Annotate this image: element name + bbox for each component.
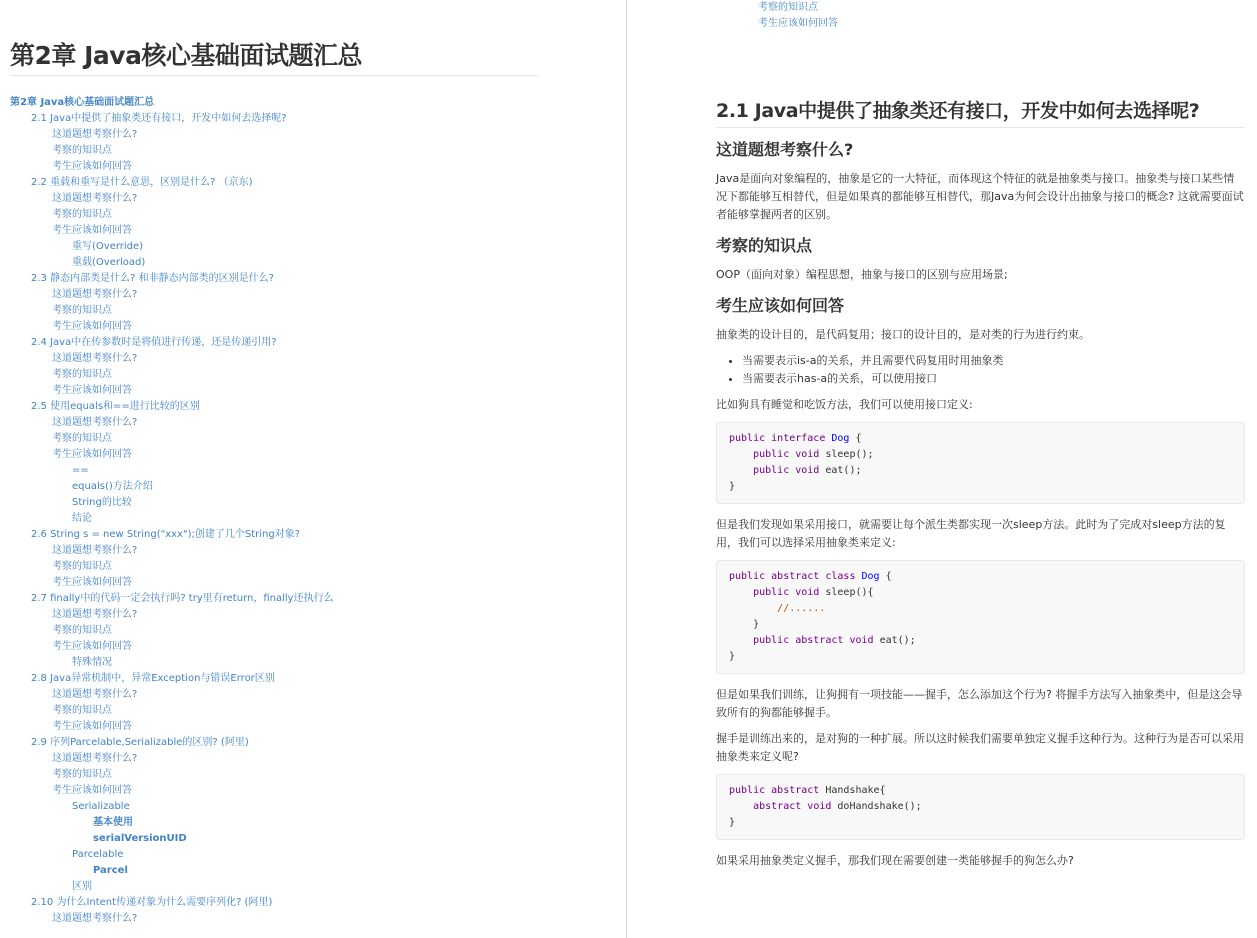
code-token: } [729, 651, 736, 662]
code-token [729, 587, 753, 598]
code-line [729, 601, 1232, 617]
toc-link[interactable]: 这道题想考察什么? [52, 609, 138, 620]
toc-link[interactable]: equals()方法介绍 [72, 481, 153, 492]
toc-link[interactable]: 考生应该如何回答 [52, 225, 132, 236]
code-line [729, 617, 1232, 633]
list-item: • 当需要表示has-a的关系，可以使用接口 [742, 370, 1245, 388]
toc-link[interactable]: 区别 [72, 881, 92, 892]
right-page [627, 0, 1257, 938]
paragraph: 但是我们发现如果采用接口，就需要让每个派生类都实现一次sleep方法。此时为了完成对sleep方法的复用，我们可以选择采用抽象类来定义: [716, 518, 1226, 549]
toc-link[interactable]: serialVersionUID [93, 833, 187, 844]
code-token: public [753, 635, 790, 646]
code-token: public [729, 571, 766, 582]
code-line [729, 633, 1232, 649]
code-line [729, 585, 1232, 601]
toc-link[interactable]: 2.2 重载和重写是什么意思，区别是什么? （京东) [31, 177, 253, 188]
code-line [729, 463, 1232, 479]
code-token: public [729, 433, 766, 444]
code-token [729, 449, 753, 460]
paragraph: 抽象类的设计目的，是代码复用；接口的设计目的，是对类的行为进行约束。 [716, 328, 1090, 341]
toc-link[interactable]: 特殊情况 [72, 657, 112, 668]
code-block [716, 422, 1245, 504]
code-line [729, 783, 1232, 799]
toc-link[interactable]: 考生应该如何回答 [52, 385, 132, 396]
section-heading: 2.1 Java中提供了抽象类还有接口，开发中如何去选择呢? [716, 96, 1245, 128]
paragraph: 但是如果我们训练，让狗拥有一项技能——握手，怎么添加这个行为? 将握手方法写入抽象类中，但是这会导致所有的狗都能够握手。 [716, 688, 1243, 719]
code-token: void [849, 635, 874, 646]
code-token: void [795, 449, 820, 460]
code-line [729, 447, 1232, 463]
code-line [729, 649, 1232, 665]
chapter-title: 第2章 Java核心基础面试题汇总 [10, 36, 538, 76]
toc-link[interactable]: 考察的知识点 [758, 2, 818, 13]
code-token: Dog [861, 571, 880, 582]
code-token: eat(); [873, 635, 916, 646]
code-token [729, 465, 753, 476]
code-token: //...... [777, 603, 826, 614]
toc-link[interactable]: 考察的知识点 [52, 769, 112, 780]
toc-link[interactable]: 重载(Overload) [72, 257, 146, 268]
paragraph: 比如狗具有睡觉和吃饭方法，我们可以使用接口定义: [716, 398, 973, 411]
toc-link[interactable]: 第2章 Java核心基础面试题汇总 [10, 97, 155, 108]
toc-link[interactable]: 考察的知识点 [52, 561, 112, 572]
toc-link[interactable]: 考察的知识点 [52, 305, 112, 316]
code-token: abstract [753, 801, 802, 812]
toc-link[interactable]: 这道题想考察什么? [52, 289, 138, 300]
subsection-heading: 考生应该如何回答 [716, 296, 845, 315]
toc-link[interactable]: String的比较 [72, 497, 132, 508]
toc-link[interactable]: 考察的知识点 [52, 433, 112, 444]
code-token: sleep(){ [819, 587, 874, 598]
code-line [729, 479, 1232, 495]
list-item: • 当需要表示is-a的关系，并且需要代码复用时用抽象类 [742, 352, 1245, 370]
code-token: class [825, 571, 856, 582]
code-token: void [795, 465, 820, 476]
toc-link[interactable]: Parcel [93, 865, 128, 876]
toc-link[interactable]: 2.10 为什么Intent传递对象为什么需要序列化? (阿里) [31, 897, 273, 908]
toc-continuation [716, 0, 1245, 32]
toc-link[interactable]: 考察的知识点 [52, 369, 112, 380]
toc-link[interactable]: == [72, 465, 89, 476]
code-token: public [729, 785, 766, 796]
toc-link[interactable]: 2.1 Java中提供了抽象类还有接口，开发中如何去选择呢? [31, 113, 287, 124]
toc-link[interactable]: 这道题想考察什么? [52, 129, 138, 140]
toc-link[interactable]: 考生应该如何回答 [52, 785, 132, 796]
code-token: void [795, 587, 820, 598]
toc-link[interactable]: 考生应该如何回答 [52, 721, 132, 732]
toc-link[interactable]: 考察的知识点 [52, 705, 112, 716]
toc-link[interactable]: Serializable [72, 801, 130, 812]
toc-link[interactable]: 考生应该如何回答 [52, 449, 132, 460]
toc-link[interactable]: 考生应该如何回答 [758, 18, 838, 29]
code-line [729, 431, 1232, 447]
code-token [729, 801, 753, 812]
code-token: abstract [771, 785, 820, 796]
toc-link[interactable]: 2.5 使用equals和==进行比较的区别 [31, 401, 200, 412]
toc-link[interactable]: 这道题想考察什么? [52, 545, 138, 556]
toc-link[interactable]: 这道题想考察什么? [52, 753, 138, 764]
paragraph: 握手是训练出来的，是对狗的一种扩展。所以这时候我们需要单独定义握手这种行为。这种行为是否可以采用抽象类来定义呢? [716, 732, 1244, 763]
code-line [729, 815, 1232, 831]
toc-link[interactable]: 2.8 Java异常机制中，异常Exception与错误Error区别 [31, 673, 275, 684]
toc-link[interactable]: 考察的知识点 [52, 145, 112, 156]
code-token: doHandshake(); [831, 801, 922, 812]
code-line [729, 569, 1232, 585]
toc-link[interactable]: Parcelable [72, 849, 124, 860]
code-block [716, 774, 1245, 840]
code-token: Handshake{ [819, 785, 886, 796]
table-of-contents [10, 95, 616, 927]
toc-link[interactable]: 这道题想考察什么? [52, 353, 138, 364]
code-token: { [879, 571, 892, 582]
code-token [729, 635, 753, 646]
code-token: } [729, 619, 760, 630]
toc-link[interactable]: 考生应该如何回答 [52, 161, 132, 172]
code-token: Dog [831, 433, 850, 444]
code-token: { [849, 433, 862, 444]
toc-link[interactable]: 考生应该如何回答 [52, 321, 132, 332]
code-token: public [753, 449, 790, 460]
toc-link[interactable]: 2.9 序列Parcelable,Serializable的区别? (阿里) [31, 737, 249, 748]
code-token: eat(); [819, 465, 862, 476]
toc-link[interactable]: 考生应该如何回答 [52, 577, 132, 588]
toc-link[interactable]: 考察的知识点 [52, 625, 112, 636]
subsection-heading: 考察的知识点 [716, 236, 813, 255]
code-token: abstract [795, 635, 844, 646]
toc-link[interactable]: 2.3 静态内部类是什么? 和非静态内部类的区别是什么? [31, 273, 274, 284]
code-token: } [729, 481, 736, 492]
toc-link[interactable]: 这道题想考察什么? [52, 417, 138, 428]
toc-link[interactable]: 2.6 String s = new String("xxx");创建了几个String对象? [31, 529, 301, 540]
code-token: sleep(); [819, 449, 874, 460]
bullet-list [716, 352, 1245, 388]
toc-link[interactable]: 2.7 finally中的代码一定会执行吗? try里有return，finally还执行么 [31, 593, 334, 604]
subsection-heading: 这道题想考察什么? [716, 140, 854, 159]
paragraph: OOP（面向对象）编程思想，抽象与接口的区别与应用场景; [716, 268, 1008, 281]
toc-link[interactable]: 结论 [72, 513, 92, 524]
toc-link[interactable]: 这道题想考察什么? [52, 193, 138, 204]
toc-link[interactable]: 重写(Override) [72, 241, 144, 252]
left-page [0, 0, 626, 938]
paragraph: 如果采用抽象类定义握手，那我们现在需要创建一类能够握手的狗怎么办? [716, 854, 1074, 867]
toc-link[interactable]: 考察的知识点 [52, 209, 112, 220]
code-token [729, 603, 777, 614]
toc-link[interactable]: 这道题想考察什么? [52, 913, 138, 924]
code-line [729, 799, 1232, 815]
code-block [716, 560, 1245, 674]
code-token: abstract [771, 571, 820, 582]
code-token: } [729, 817, 736, 828]
code-token: public [753, 465, 790, 476]
toc-link[interactable]: 2.4 Java中在传参数时是将值进行传递，还是传递引用? [31, 337, 277, 348]
code-token: public [753, 587, 790, 598]
paragraph: Java是面向对象编程的，抽象是它的一大特征，而体现这个特征的就是抽象类与接口。抽象类与接口某些情况下都能够互相替代，但是如果真的都能够互相替代，那Java为何会设计出抽象与接口的概念? 这就需要面试者能够掌握两者的区别。 [716, 172, 1244, 221]
toc-link[interactable]: 这道题想考察什么? [52, 689, 138, 700]
toc-link[interactable]: 基本使用 [93, 817, 133, 828]
toc-link[interactable]: 考生应该如何回答 [52, 641, 132, 652]
code-token: interface [771, 433, 826, 444]
code-token: void [807, 801, 832, 812]
